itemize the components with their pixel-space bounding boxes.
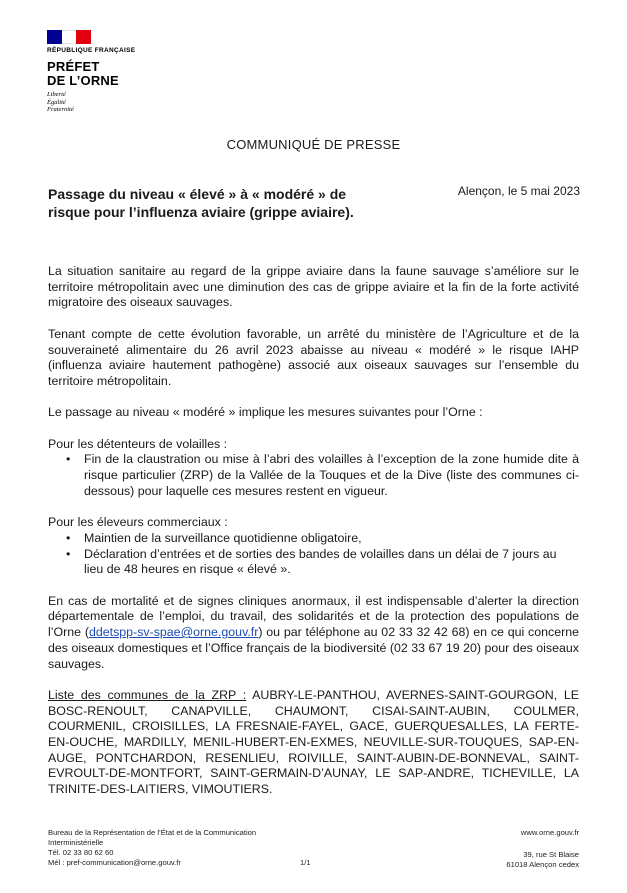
motto-egalite: Égalité (47, 98, 66, 106)
footer-phone: Tél. 02 33 80 62 60 (48, 848, 114, 857)
footer-office-line2: Interministérielle (48, 838, 104, 847)
footer-office-line1: Bureau de la Représentation de l’État et de la Communication (48, 828, 257, 837)
list-item (48, 452, 579, 499)
press-release-body (48, 264, 579, 814)
bullet-icon: • (66, 452, 71, 467)
footer-address-line2: 61018 Alençon cedex (506, 860, 579, 869)
logo-prefect-line1: PRÉFET (47, 59, 100, 74)
logo-prefect-line2: DE L’ORNE (47, 73, 119, 88)
motto-fraternite: Fraternité (47, 106, 74, 113)
document-type: COMMUNIQUÉ DE PRESSE (226, 137, 401, 152)
breeders-item-2: Déclaration d’entrées et de sorties des bandes de volailles dans un délai de 7 jours au lieu de 48 heures en risque « élevé ». (84, 546, 557, 577)
alert-text-after: ) ou par téléphone au 02 33 32 42 68) en ce qui concerne des oiseaux domestiques et l’Office français de la biodiversité (02 33 67 19 20) pour des oiseaux sauvages. (48, 625, 579, 671)
paragraph-situation: La situation sanitaire au regard de la grippe aviaire dans la faune sauvage s’améliore sur le territoire métropolitain avec une diminution des cas de grippe aviaire et la fin de la forte activité migratoire des oiseaux sauvages. (48, 264, 579, 310)
zrp-list: AUBRY-LE-PANTHOU, AVERNES-SAINT-GOURGON, LE BOSC-RENOULT, CANAPVILLE, CHAUMONT, CISAI-SAINT-AUBIN, COULMER, COURMENIL, CROISILLES, LA FRESNAIE-FAYEL, GACE, GUERQUESALLES, LA FERTE-EN-OUCHE, MARDILLY, MENIL-HUBERT-EN-EXMES, NEUVILLE-SUR-TOUQUES, SAP-EN-AUGE, PONTCHARDON, RESENLIEU, ROIVILLE, SAINT-AUBIN-DE-BONNEVAL, SAINT-EVROULT-DE-MONTFORT, SAINT-GERMAIN-D’AUNAY, LE SAP-ANDRE, TICHEVILLE, LA TRINITE-DES-LAITIERS, VIMOUTIERS. (48, 687, 579, 797)
paragraph-decree: Tenant compte de cette évolution favorable, un arrêté du ministère de l’Agriculture et de la souveraineté alimentaire du 26 avril 2023 abaisse au niveau « modéré » le risque IAHP (influenza aviaire hautement pathogène) associé aux oiseaux sauvages sur l’ensemble du territoire métropolitain. (48, 326, 579, 388)
logo-motto (47, 91, 167, 114)
footer-contact (48, 828, 328, 868)
holders-item-1: Fin de la claustration ou mise à l’abri des volailles à l’exception de la zone humide dite à risque particulier (ZRP) de la Vallée de la Touques et de la Dive (liste des communes ci-dessous) pour laquelle ces mesures restent en vigueur. (84, 452, 579, 498)
zrp-communes (48, 688, 579, 798)
bullet-icon: • (66, 546, 71, 561)
breeders-lead: Pour les éleveurs commerciaux : (48, 515, 228, 530)
list-item (48, 531, 579, 547)
holders-lead: Pour les détenteurs de volailles : (48, 436, 228, 451)
zrp-label: Liste des communes de la ZRP : (48, 687, 247, 702)
footer-address-line1: 39, rue St Blaise (523, 850, 579, 859)
page-number: 1/1 (300, 858, 311, 867)
paragraph-measures-intro: Le passage au niveau « modéré » implique les mesures suivantes pour l’Orne : (48, 405, 483, 420)
french-flag-icon (47, 30, 91, 44)
alert-text-before: En cas de mortalité et de signes cliniques anormaux, il est indispensable d’alerter la direction départementale de l’emploi, du travail, des solidarités et de la protection des populations de l’Orne ( (48, 593, 579, 640)
holders-list (48, 452, 579, 499)
breeders-item-1: Maintien de la surveillance quotidienne obligatoire, (84, 530, 362, 545)
footer-website: www.orne.gouv.fr (520, 828, 579, 837)
motto-liberte: Liberté (47, 91, 66, 98)
footer-mail: Mél : pref-communication@orne.gouv.fr (48, 858, 181, 867)
footer-address (459, 828, 579, 870)
logo-republic: RÉPUBLIQUE FRANÇAISE (47, 47, 136, 54)
bullet-icon: • (66, 530, 71, 545)
paragraph-alert (48, 594, 579, 673)
ddetspp-email-link[interactable]: ddetspp-sv-spae@orne.gouv.fr (88, 625, 259, 640)
dateline: Alençon, le 5 mai 2023 (457, 184, 580, 198)
breeders-list (48, 531, 579, 578)
logo-prefect (47, 60, 167, 88)
press-release-title: Passage du niveau « élevé » à « modéré » de risque pour l’influenza aviaire (grippe aviaire). (48, 186, 354, 220)
prefecture-logo (47, 30, 167, 114)
list-item (48, 547, 579, 578)
